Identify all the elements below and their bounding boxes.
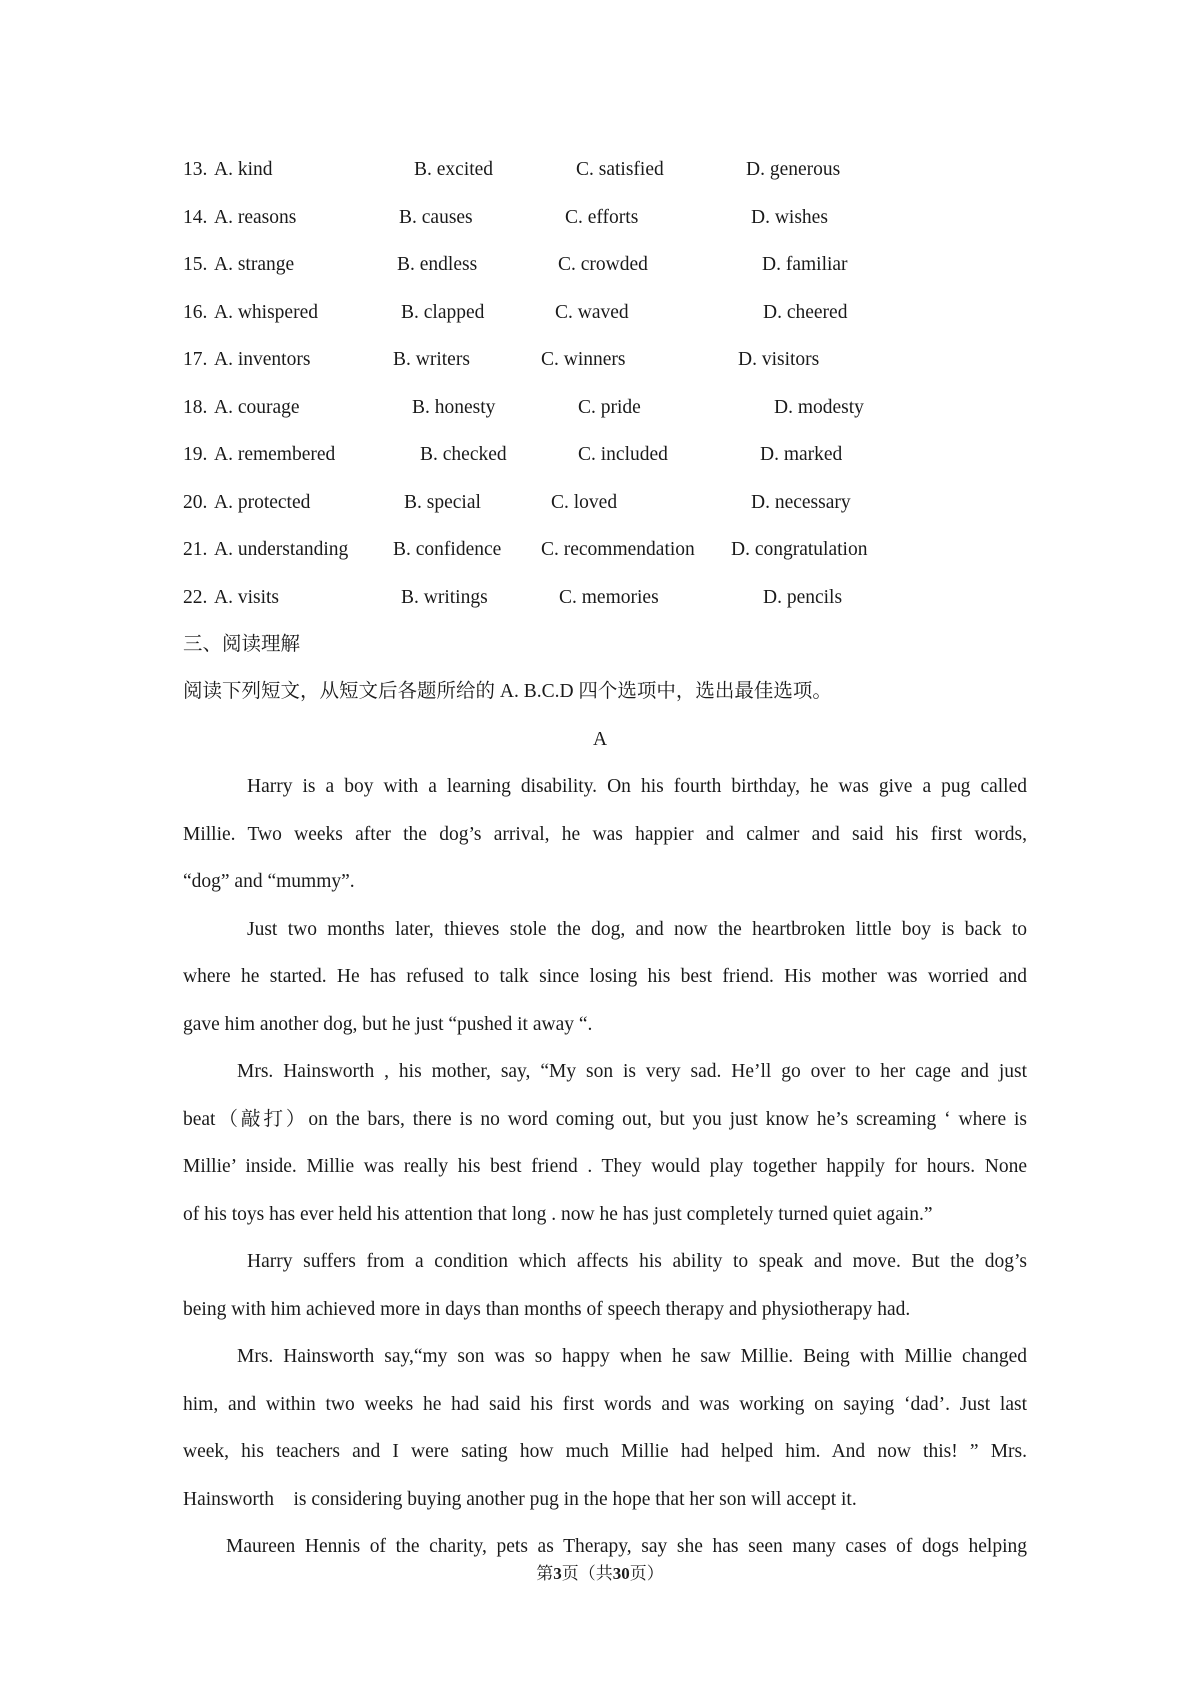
question-number: 22. bbox=[183, 587, 208, 608]
option-a: A. remembered bbox=[214, 444, 336, 465]
option-b: B. endless bbox=[397, 254, 478, 275]
question-number: 17. bbox=[183, 349, 208, 370]
question-options-row bbox=[0, 535, 1200, 565]
option-a: A. kind bbox=[214, 159, 273, 180]
passage-label: A bbox=[592, 729, 608, 750]
option-c: C. recommendation bbox=[541, 539, 695, 560]
option-a: A. inventors bbox=[214, 349, 311, 370]
passage-line: week, his teachers and I were sating how much Millie had helped him. And now this! ” Mrs. bbox=[183, 1441, 1027, 1462]
option-c: C. winners bbox=[541, 349, 626, 370]
option-a: A. protected bbox=[214, 492, 311, 513]
option-d: D. familiar bbox=[762, 254, 848, 275]
question-options-row bbox=[0, 345, 1200, 375]
option-c: C. efforts bbox=[565, 207, 639, 228]
option-d: D. pencils bbox=[763, 587, 843, 608]
option-d: D. marked bbox=[760, 444, 843, 465]
option-a: A. strange bbox=[214, 254, 295, 275]
question-options-row bbox=[0, 440, 1200, 470]
passage-line: Mrs. Hainsworth , his mother, say, “My son is very sad. He’ll go over to her cage and just bbox=[237, 1061, 1027, 1082]
footer-prefix: 第 bbox=[536, 1564, 554, 1583]
option-a: A. understanding bbox=[214, 539, 349, 560]
question-number: 20. bbox=[183, 492, 208, 513]
passage-line: Maureen Hennis of the charity, pets as Therapy, say she has seen many cases of dogs helping bbox=[226, 1536, 1027, 1557]
option-b: B. writings bbox=[401, 587, 488, 608]
footer-total-pages: 30 bbox=[612, 1564, 630, 1583]
option-a: A. courage bbox=[214, 397, 300, 418]
option-b: B. clapped bbox=[401, 302, 485, 323]
option-d: D. cheered bbox=[763, 302, 848, 323]
option-b: B. checked bbox=[420, 444, 507, 465]
option-a: A. visits bbox=[214, 587, 280, 608]
option-c: C. crowded bbox=[558, 254, 648, 275]
option-c: C. satisfied bbox=[576, 159, 664, 180]
option-c: C. included bbox=[578, 444, 668, 465]
question-number: 15. bbox=[183, 254, 208, 275]
section-heading: 三、阅读理解 bbox=[183, 634, 301, 655]
passage-line: of his toys has ever held his attention that long . now he has just completely turned quiet again.” bbox=[183, 1204, 933, 1225]
passage-line: him, and within two weeks he had said his first words and was working on saying ‘dad’. Just last bbox=[183, 1394, 1027, 1415]
passage-line: beat（敲打）on the bars, there is no word coming out, but you just know he’s screaming ‘ where is bbox=[183, 1109, 1027, 1130]
passage-line: being with him achieved more in days than months of speech therapy and physiotherapy had. bbox=[183, 1299, 911, 1320]
option-d: D. congratulation bbox=[731, 539, 868, 560]
passage-line: gave him another dog, but he just “pushed it away “. bbox=[183, 1014, 593, 1035]
option-b: B. causes bbox=[399, 207, 473, 228]
question-options-row bbox=[0, 155, 1200, 185]
instructions: 阅读下列短文，从短文后各题所给的 A. B.C.D 四个选项中，选出最佳选项。 bbox=[183, 681, 832, 702]
option-d: D. modesty bbox=[774, 397, 864, 418]
option-b: B. special bbox=[404, 492, 481, 513]
option-b: B. excited bbox=[414, 159, 494, 180]
option-d: D. necessary bbox=[751, 492, 851, 513]
option-b: B. confidence bbox=[393, 539, 502, 560]
passage-line: Just two months later, thieves stole the dog, and now the heartbroken little boy is back to bbox=[247, 919, 1027, 940]
footer-suffix: 页） bbox=[629, 1564, 664, 1583]
page-footer bbox=[0, 1561, 1200, 1587]
question-options-row bbox=[0, 583, 1200, 613]
question-options-row bbox=[0, 203, 1200, 233]
option-c: C. memories bbox=[559, 587, 659, 608]
option-c: C. loved bbox=[551, 492, 618, 513]
option-d: D. generous bbox=[746, 159, 841, 180]
option-d: D. wishes bbox=[751, 207, 828, 228]
question-options-row bbox=[0, 393, 1200, 423]
question-options-row bbox=[0, 298, 1200, 328]
option-a: A. reasons bbox=[214, 207, 297, 228]
question-options-row bbox=[0, 250, 1200, 280]
question-number: 16. bbox=[183, 302, 208, 323]
question-number: 13. bbox=[183, 159, 208, 180]
passage-line: where he started. He has refused to talk since losing his best friend. His mother was worried and bbox=[183, 966, 1027, 987]
option-b: B. writers bbox=[393, 349, 470, 370]
passage-line: “dog” and “mummy”. bbox=[183, 871, 355, 892]
question-options-row bbox=[0, 488, 1200, 518]
footer-middle: 页（共 bbox=[561, 1564, 613, 1583]
option-c: C. waved bbox=[555, 302, 629, 323]
passage-line: Hainsworth is considering buying another pug in the hope that her son will accept it. bbox=[183, 1489, 857, 1510]
question-number: 18. bbox=[183, 397, 208, 418]
passage-line: Harry suffers from a condition which affects his ability to speak and move. But the dog’s bbox=[247, 1251, 1027, 1272]
passage-line: Mrs. Hainsworth say,“my son was so happy when he saw Millie. Being with Millie changed bbox=[237, 1346, 1027, 1367]
question-number: 14. bbox=[183, 207, 208, 228]
footer-page-number: 3 bbox=[553, 1564, 562, 1583]
option-b: B. honesty bbox=[412, 397, 496, 418]
question-number: 19. bbox=[183, 444, 208, 465]
passage-line: Harry is a boy with a learning disability. On his fourth birthday, he was give a pug called bbox=[247, 776, 1027, 797]
question-number: 21. bbox=[183, 539, 208, 560]
passage-line: Millie’ inside. Millie was really his best friend . They would play together happily for hours. None bbox=[183, 1156, 1027, 1177]
passage-line: Millie. Two weeks after the dog’s arrival, he was happier and calmer and said his first words, bbox=[183, 824, 1027, 845]
option-d: D. visitors bbox=[738, 349, 820, 370]
option-c: C. pride bbox=[578, 397, 641, 418]
option-a: A. whispered bbox=[214, 302, 318, 323]
